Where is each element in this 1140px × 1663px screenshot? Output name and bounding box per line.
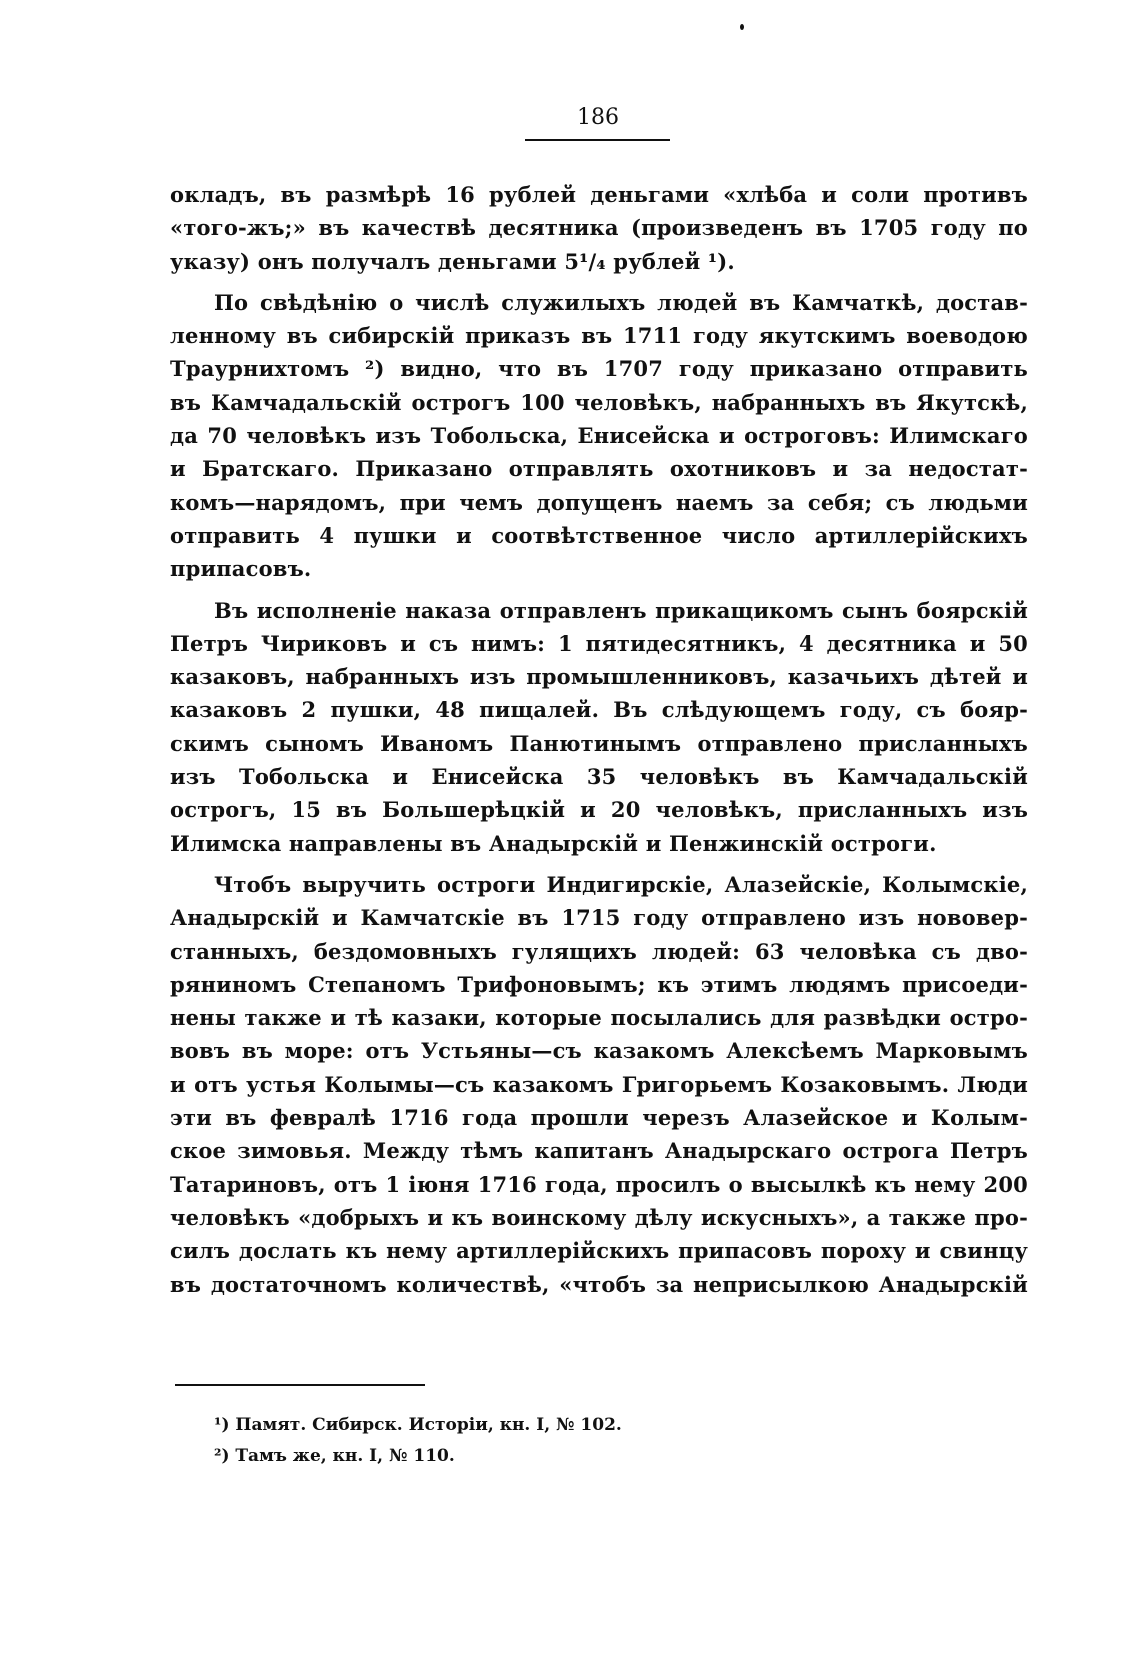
text-line: въ достаточномъ количествѣ, «чтобъ за неприсылкою Анадырскій [170,1271,1028,1297]
text-line: припасовъ. [170,556,312,582]
text-line: «того-жъ;» въ качествѣ десятника (произведенъ въ 1705 году по [170,215,1028,241]
text-line: Въ исполненіе наказа отправленъ прикащикомъ сынъ боярскій [214,597,1028,623]
footnote-1: ¹) Памят. Сибирск. Исторіи, кн. I, № 102. [214,1415,622,1435]
text-line: указу) онъ получалъ деньгами 5¹/₄ рублей ¹). [170,248,735,274]
text-line: По свѣдѣнію о числѣ служилыхъ людей въ Камчаткѣ, достав- [214,289,1028,315]
text-line: острогъ, 15 въ Большерѣцкій и 20 человѣкъ, присланныхъ изъ [170,797,1028,823]
text-line: вовъ въ море: отъ Устьяны—съ казакомъ Алексѣемъ Марковымъ [170,1038,1028,1064]
text-line: станныхъ, бездомовныхъ гулящихъ людей: 63 человѣка съ дво- [170,938,1028,964]
text-line: ленному въ сибирскій приказъ въ 1711 году якутскимъ воеводою [170,323,1028,349]
text-line: комъ—нарядомъ, при чемъ допущенъ наемъ за себя; съ людьми [170,489,1028,515]
text-line: и отъ устья Колымы—съ казакомъ Григорьемъ Козаковымъ. Люди [170,1071,1028,1097]
footnotes [214,1410,914,1472]
page-number-rule [525,139,670,141]
text-line: изъ Тобольска и Енисейска 35 человѣкъ въ Камчадальскій [170,764,1028,790]
footnote-divider [175,1384,425,1386]
text-line: Петръ Чириковъ и съ нимъ: 1 пятидесятникъ, 4 десятника и 50 [170,630,1028,656]
paragraph-gap [170,860,1028,868]
text-line: эти въ февралѣ 1716 года прошли черезъ Алазейское и Колым- [170,1105,1028,1131]
text-line: ское зимовья. Между тѣмъ капитанъ Анадырскаго острога Петръ [170,1138,1028,1164]
text-line: Траурнихтомъ ²) видно, что въ 1707 году приказано отправить [170,356,1028,382]
text-line: ряниномъ Степаномъ Трифоновымъ; къ этимъ людямъ присоеди- [170,971,1028,997]
text-line: окладъ, въ размѣрѣ 16 рублей деньгами «хлѣба и соли противъ [170,182,1028,207]
text-line: Чтобъ выручить остроги Индигирскіе, Алазейскіе, Колымскіе, [214,871,1028,897]
body-text [170,178,1028,1301]
text-line: скимъ сыномъ Иваномъ Панютинымъ отправлено присланныхъ [170,730,1028,756]
text-line: и Братскаго. Приказано отправлять охотниковъ и за недостат- [170,456,1028,482]
footnote-2: ²) Тамъ же, кн. I, № 110. [214,1446,455,1466]
text-line: казаковъ 2 пушки, 48 пищалей. Въ слѣдующемъ году, съ бояр- [170,697,1028,723]
text-line: Татариновъ, отъ 1 іюня 1716 года, просилъ о высылкѣ къ нему 200 [170,1171,1028,1197]
text-line: да 70 человѣкъ изъ Тобольска, Енисейска и остроговъ: Илимскаго [170,423,1028,449]
ink-speck [740,24,744,30]
text-line: силъ дослать къ нему артиллерійскихъ припасовъ пороху и свинцу [170,1238,1028,1264]
paragraph-gap [170,278,1028,286]
text-line: отправить 4 пушки и соотвѣтственное число артиллерійскихъ [170,522,1028,548]
text-line: въ Камчадальскій острогъ 100 человѣкъ, набранныхъ въ Якутскѣ, [170,389,1028,415]
text-line: Анадырскій и Камчатскіе въ 1715 году отправлено изъ нововер- [170,905,1028,931]
text-line: Илимска направлены въ Анадырскій и Пенжинскій остроги. [170,830,937,856]
text-line: казаковъ, набранныхъ изъ промышленниковъ, казачьихъ дѣтей и [170,664,1028,690]
text-line: нены также и тѣ казаки, которые посылались для развѣдки остро- [170,1005,1028,1031]
text-line: человѣкъ «добрыхъ и къ воинскому дѣлу искусныхъ», а также про- [170,1204,1028,1230]
page-number: 186 [577,105,619,130]
paragraph-gap [170,586,1028,594]
